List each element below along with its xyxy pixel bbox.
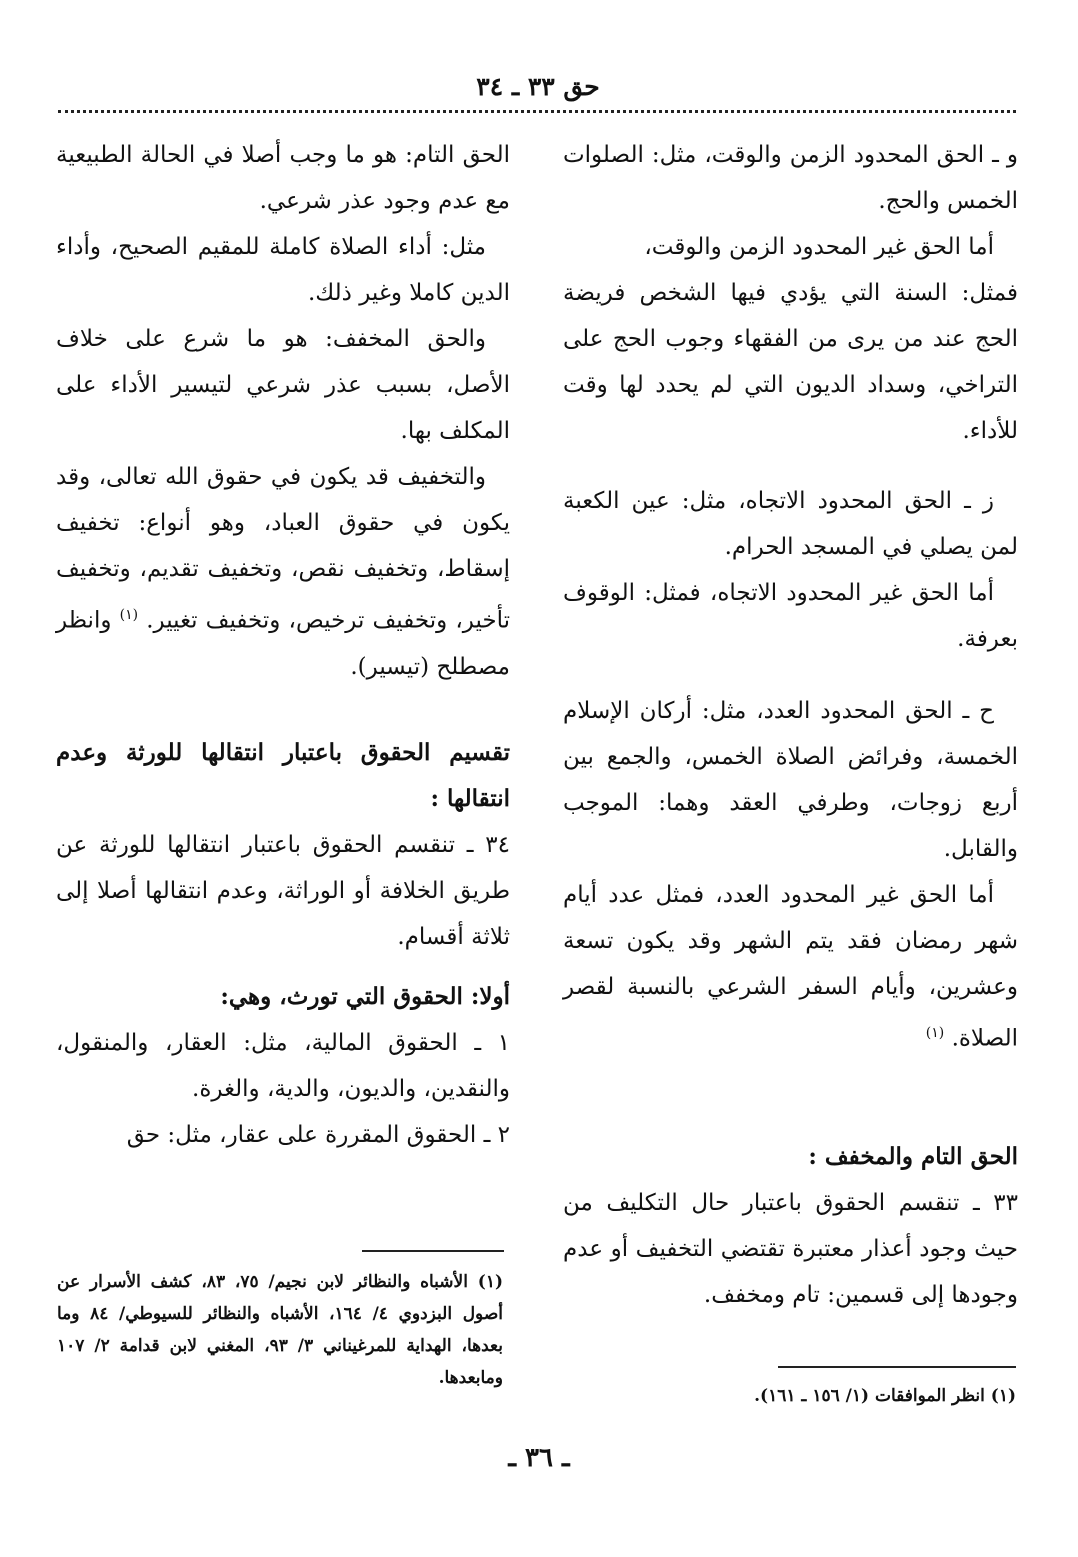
paragraph-33: ٣٣ ـ تنقسم الحقوق باعتبار حال التكليف من حيث وجود أعذار معتبرة تقتضي التخفيف أو عدم وجودها إلى قسمين: تام ومخفف. [563,1189,1018,1308]
paragraph-complete-right: الحق التام: هو ما وجب أصلا في الحالة الطبيعية مع عدم وجود عذر شرعي. [56,142,510,214]
paragraph-vaw: و ـ الحق المحدود الزمن والوقت، مثل: الصلوات الخمس والحج. [563,142,1018,214]
paragraph-lightening-types [56,454,510,690]
list-item-1: ١ ـ الحقوق المالية، مثل: العقار، والمنقول، والنقدين، والديون، والدية، والغرة. [56,1029,510,1102]
page-number: ـ ٣٦ ـ [508,1443,570,1473]
subheading-inheritable-rights: أولا: الحقوق التي تورث، وهي: [220,982,510,1010]
paragraph-unlimited-number-text: أما الحق غير المحدود العدد، فمثل عدد أيام شهر رمضان فقد يتم الشهر وقد يكون تسعة وعشرين، وأيام السفر الشرعي بالنسبة لقصر الصلاة. [563,882,1018,1052]
paragraph-lightening-types-tail: وانظر مصطلح (تيسير). [56,607,510,680]
paragraph-lightened-right: والحق المخفف: هو ما شرع على خلاف الأصل، بسبب عذر شرعي لتيسير الأداء على المكلف بها. [56,326,510,444]
left-column [56,132,510,1158]
footnote-reference: (١) [925,1025,945,1041]
paragraph-34: ٣٤ ـ تنقسم الحقوق باعتبار انتقالها للورثة عن طريق الخلافة أو الوراثة، وعدم انتقالها أصلا إلى ثلاثة أقسام. [56,831,510,950]
paragraph-unlimited-direction: أما الحق غير المحدود الاتجاه، فمثل: الوقوف بعرفة. [563,580,1018,652]
footnote-left [57,1266,503,1394]
paragraph-complete-example: مثل: أداء الصلاة كاملة للمقيم الصحيح، وأداء الدين كاملا وغير ذلك. [56,234,510,306]
paragraph-lightening-types-text: والتخفيف قد يكون في حقوق الله تعالى، وقد يكون في حقوق العباد، وهو أنواع: تخفيف إسقاط، وتخفيف نقص، وتخفيف تقديم، وتخفيف تأخير، وتخفيف ترخيص، وتخفيف تغيير. [56,464,511,634]
footnote-right-text: (١) انظر الموافقات (١/ ١٥٦ ـ ١٦١). [754,1386,1016,1406]
footnote-left-text: (١) الأشباه والنظائر لابن نجيم/ ٧٥، ٨٣، كشف الأسرار عن أصول البزدوي ٤/ ١٦٤، الأشباه والنظائر للسيوطي/ ٨٤ وما بعدها، الهداية للمرغيناني ٣/ ٩٣، المغني لابن قدامة ٢/ ١٠٧ ومابعدها. [57,1272,503,1388]
paragraph-unlimited-time-example: فمثل: السنة التي يؤدي فيها الشخص فريضة الحج عند من يرى من الفقهاء وجوب الحج على التراخي، وسداد الديون التي لم يحدد لها وقت للأداء. [563,280,1018,444]
footnote-rule-right [778,1366,1016,1368]
footnote-rule-left [362,1250,504,1252]
paragraph-unlimited-number [563,872,1018,1062]
running-header: حق ٣٣ ـ ٣٤ [476,72,600,101]
paragraph-ha: ح ـ الحق المحدود العدد، مثل: أركان الإسلام الخمسة، وفرائض الصلاة الخمس، والجمع بين أربع زوجات، وطرفي العقد وهما: الموجب والقابل. [563,698,1018,862]
section-heading-inheritance: تقسيم الحقوق باعتبار انتقالها للورثة وعدم انتقالها : [56,738,510,812]
header-dotted-rule [58,110,1016,113]
right-column [563,132,1018,1318]
section-heading-complete-lightened: الحق التام والمخفف : [808,1142,1018,1170]
list-item-2: ٢ ـ الحقوق المقررة على عقار، مثل: حق [126,1121,510,1148]
footnote-reference: (١) [119,607,139,623]
paragraph-unlimited-time: أما الحق غير المحدود الزمن والوقت، [644,234,994,260]
footnote-right [561,1380,1016,1412]
paragraph-zay: ز ـ الحق المحدود الاتجاه، مثل: عين الكعبة لمن يصلي في المسجد الحرام. [563,488,1018,560]
